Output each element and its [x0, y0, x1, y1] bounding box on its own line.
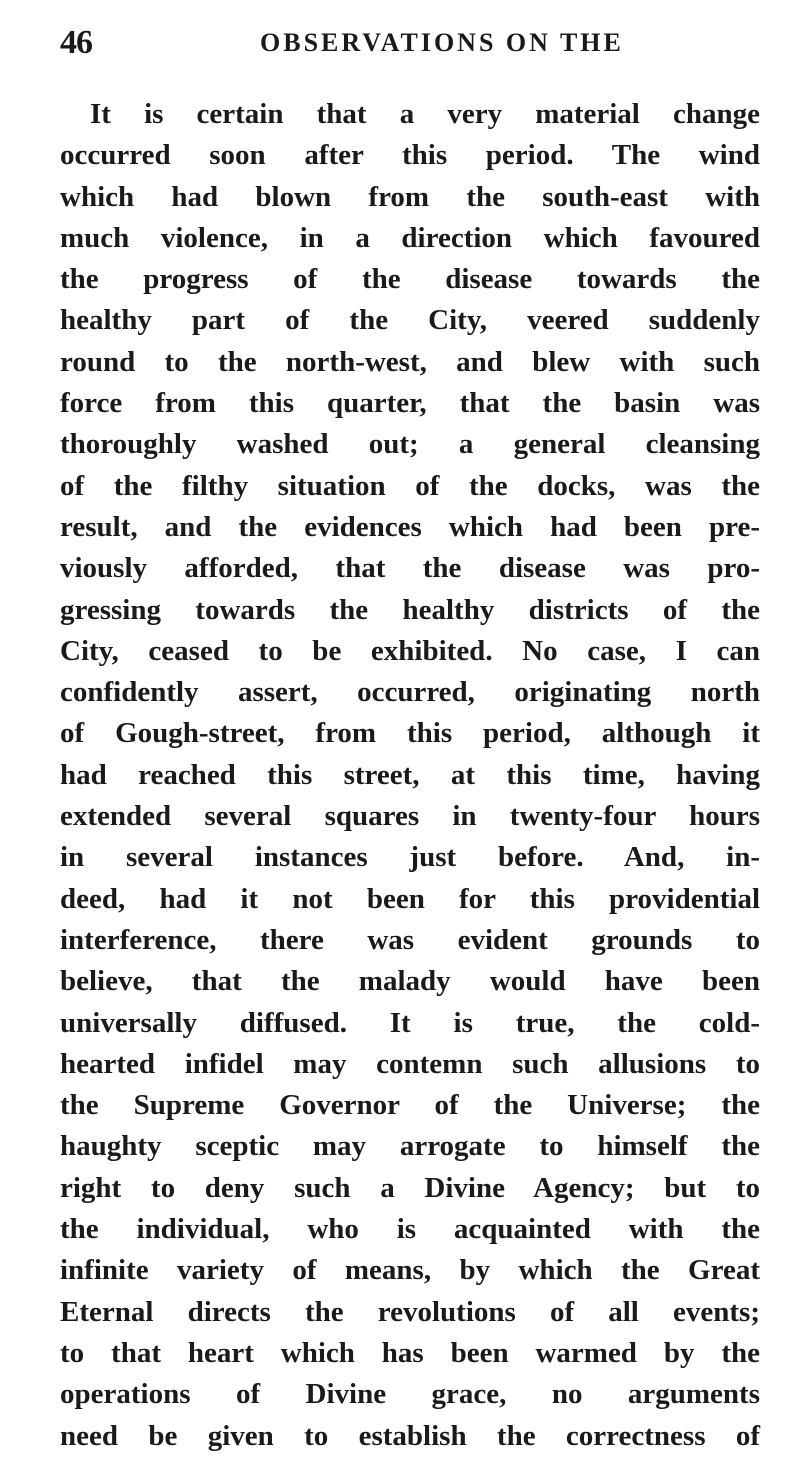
text-line: operations of Divine grace, no arguments — [60, 1378, 760, 1411]
text-line: Eternal directs the revolutions of all events; — [60, 1295, 760, 1328]
text-line: infinite variety of means, by which the Great — [60, 1254, 760, 1287]
text-line: thoroughly washed out; a general cleansing — [60, 428, 760, 461]
text-line: gressing towards the healthy districts of the — [60, 593, 760, 626]
running-head — [60, 18, 750, 68]
text-line: right to deny such a Divine Agency; but to — [60, 1171, 760, 1204]
text-line: of Gough-street, from this period, although it — [60, 717, 760, 750]
text-line: universally diffused. It is true, the cold- — [60, 1006, 760, 1039]
text-line: result, and the evidences which had been pre- — [60, 510, 760, 543]
text-line: in several instances just before. And, in- — [60, 841, 760, 874]
text-line: to that heart which has been warmed by the — [60, 1336, 760, 1369]
text-line: the Supreme Governor of the Universe; the — [60, 1089, 760, 1122]
text-line: believe, that the malady would have been — [60, 965, 760, 998]
text-line: extended several squares in twenty-four hours — [60, 800, 760, 833]
text-line: hearted infidel may contemn such allusions to — [60, 1047, 760, 1080]
text-line: the progress of the disease towards the — [60, 263, 760, 296]
text-line: It is certain that a very material change — [90, 98, 760, 130]
running-title: OBSERVATIONS ON THE — [260, 28, 624, 57]
text-line: interference, there was evident grounds to — [60, 923, 760, 956]
text-line: confidently assert, occurred, originating north — [60, 676, 760, 709]
text-line: round to the north-west, and blew with such — [60, 345, 760, 378]
text-line: the individual, who is acquainted with the — [60, 1213, 760, 1246]
text-line: City, ceased to be exhibited. No case, I can — [60, 634, 760, 667]
text-line: need be given to establish the correctness of — [60, 1419, 760, 1452]
body-paragraph — [60, 94, 760, 1457]
text-line: haughty sceptic may arrogate to himself the — [60, 1130, 760, 1163]
text-line: force from this quarter, that the basin was — [60, 387, 760, 420]
text-line: healthy part of the City, veered suddenly — [60, 304, 760, 337]
text-line: much violence, in a direction which favoured — [60, 221, 760, 254]
text-line: deed, had it not been for this providential — [60, 882, 760, 915]
text-line: of the filthy situation of the docks, was the — [60, 469, 760, 502]
text-line: occurred soon after this period. The wind — [60, 139, 760, 172]
page-number: 46 — [60, 24, 92, 61]
text-line: which had blown from the south-east with — [60, 180, 760, 213]
text-line: viously afforded, that the disease was pro- — [60, 552, 760, 585]
text-line: had reached this street, at this time, having — [60, 758, 760, 791]
